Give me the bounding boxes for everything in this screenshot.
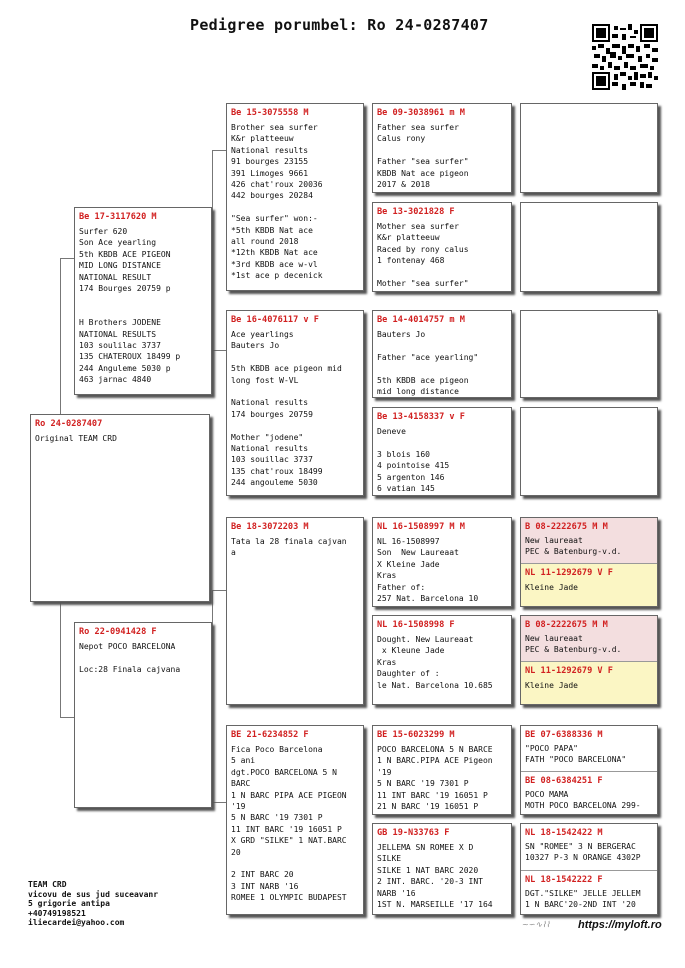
pedigree-card-g5-7 [520, 725, 658, 815]
pedigree-card-dss [372, 517, 512, 607]
card-notes: Tata la 28 finala cajvan a [231, 537, 347, 558]
card-notes: Bauters Jo Father "ace yearling" 5th KBDB ace pigeon mid long distance [377, 330, 479, 397]
pedigree-card-subject [30, 414, 210, 602]
pedigree-subcard [521, 661, 657, 705]
card-notes: DGT."SILKE" JELLE JELLEM 1 N BARC'20-2ND INT '20 [525, 889, 641, 909]
breeder-email[interactable]: iliecardei@yahoo.com [28, 918, 125, 927]
card-notes: SN "ROMEE" 3 N BERGERAC 10327 P-3 N ORANGE 4302P [525, 842, 641, 862]
pedigree-card-sss [372, 103, 512, 193]
pedigree-subcard [521, 518, 657, 563]
ring-number: Be 16-4076117 v F [231, 315, 319, 325]
ring-number: Be 14-4014757 m M [377, 315, 465, 325]
pedigree-subcard [521, 563, 657, 607]
ring-number: BE 07-6388336 M [525, 730, 603, 740]
ring-number: Be 13-3021828 F [377, 207, 455, 217]
ring-number: GB 19-N33763 F [377, 828, 450, 838]
ring-number: NL 16-1508997 M M [377, 522, 465, 532]
card-notes: POCO BARCELONA 5 N BARCE 1 N BARC.PIPA ACE Pigeon '19 5 N BARC '19 7301 P 11 INT BARC '19 16051 P 21 N BARC '19 16051 P [377, 745, 493, 812]
pedigree-card-g5-6 [520, 615, 658, 705]
card-notes: Kleine Jade [525, 681, 578, 690]
ring-number [521, 203, 657, 209]
pedigree-subcard [521, 771, 657, 815]
pedigree-subcard [521, 616, 657, 661]
page-title: Pedigree porumbel: Ro 24-0287407 [190, 16, 489, 34]
card-notes: Original TEAM CRD [35, 434, 117, 443]
ring-number: Ro 22-0941428 F [79, 627, 157, 637]
card-notes: Dought. New Laureaat x Kleune Jade Kras Daughter of : le Nat. Barcelona 10.685 [377, 635, 493, 690]
ring-number: NL 11-1292679 V F [525, 568, 613, 578]
pedigree-card-g5-1 [520, 103, 658, 193]
ring-number [521, 311, 657, 317]
pedigree-card-dam-sire [226, 517, 364, 705]
ring-number: B 08-2222675 M M [525, 620, 608, 630]
pedigree-card-g5-5 [520, 517, 658, 607]
connector-line [212, 150, 226, 151]
card-notes: Nepot POCO BARCELONA Loc:28 Finala cajvana [79, 642, 181, 674]
card-notes: Father sea surfer Calus rony Father "sea surfer" KBDB Nat ace pigeon 2017 & 2018 [377, 123, 469, 190]
pedigree-card-dam [74, 622, 212, 808]
ring-number: BE 08-6384251 F [525, 776, 603, 786]
pedigree-card-sire [74, 207, 212, 395]
ring-number: Be 15-3075558 M [231, 108, 309, 118]
ring-number: Be 09-3038961 m M [377, 108, 465, 118]
pedigree-card-ddd [372, 823, 512, 915]
ring-number: NL 16-1508998 F [377, 620, 455, 630]
ring-number [521, 104, 657, 110]
pedigree-subcard [521, 824, 657, 870]
breeder-contact [28, 880, 158, 928]
ring-number: NL 18-1542422 M [525, 828, 603, 838]
pedigree-card-g5-2 [520, 202, 658, 292]
pedigree-card-sire-dam [226, 310, 364, 496]
connector-line [212, 150, 213, 350]
card-notes: JELLEMA SN ROMEE X D SILKE SILKE 1 NAT BARC 2020 2 INT. BARC. '20-3 INT NARB '16 1ST N. MARSEILLE '17 164 [377, 843, 493, 910]
connector-line [212, 802, 226, 803]
pedigree-card-g5-4 [520, 407, 658, 496]
breeder-address: vicovu de sus jud suceavanr [28, 889, 159, 899]
card-notes: New laureaat PEC & Batenburg-v.d. [525, 634, 622, 654]
breeder-name: TEAM CRD [28, 880, 67, 889]
pedigree-card-dsd [372, 615, 512, 705]
ring-number: NL 18-1542222 F [525, 875, 603, 885]
ring-number: NL 11-1292679 V F [525, 666, 613, 676]
pedigree-card-dam-dam [226, 725, 364, 915]
card-notes: Deneve 3 blois 160 4 pointoise 415 5 argenton 146 6 vatian 145 [377, 427, 450, 494]
ring-number: Ro 24-0287407 [35, 419, 103, 429]
pedigree-card-ssd [372, 202, 512, 292]
pedigree-subcard [521, 726, 657, 771]
card-notes: Ace yearlings Bauters Jo 5th KBDB ace pigeon mid long fost W-VL National results 174 bourges 20759 Mother "jodene" National results 103 souillac 3737 135 chat'roux 18499 244 angouleme 5030 [231, 330, 342, 488]
ring-number: Be 13-4158337 v F [377, 412, 465, 422]
ring-number: BE 15-6023299 M [377, 730, 455, 740]
connector-line [212, 590, 213, 802]
pedigree-card-g5-8 [520, 823, 658, 915]
card-notes: Kleine Jade [525, 583, 578, 592]
ring-number: B 08-2222675 M M [525, 522, 608, 532]
card-notes: POCO MAMA MOTH POCO BARCELONA 299- [525, 790, 641, 810]
pedigree-card-dds [372, 725, 512, 815]
breeder-phone: +40749198521 [28, 908, 86, 918]
breeder-street: 5 grigorie antipa [28, 899, 110, 908]
connector-line [212, 590, 226, 591]
card-notes: "POCO PAPA" FATH "POCO BARCELONA" [525, 744, 627, 764]
card-notes: NL 16-1508997 Son New Laureaat X Kleine Jade Kras Father of: 257 Nat. Barcelona 10 [377, 537, 479, 604]
connector-line [60, 258, 74, 259]
pedigree-card-g5-3 [520, 310, 658, 398]
ring-number: Be 18-3072203 M [231, 522, 309, 532]
ring-number: BE 21-6234852 F [231, 730, 309, 740]
card-notes: New laureaat PEC & Batenburg-v.d. [525, 536, 622, 556]
pedigree-card-sdd [372, 407, 512, 496]
qr-code-icon [592, 24, 658, 90]
connector-line [60, 717, 74, 718]
ring-number [521, 408, 657, 414]
pedigree-card-sds [372, 310, 512, 398]
card-notes: Mother sea surfer K&r platteeuw Raced by rony calus 1 fontenay 468 Mother "sea surfer" [377, 222, 469, 289]
ring-number: Be 17-3117620 M [79, 212, 157, 222]
card-notes: Surfer 620 Son Ace yearling 5th KBDB ACE PIGEON MID LONG DISTANCE NATIONAL RESULT 174 Bourges 20759 p H Brothers JODENE NATIONAL RESULTS 103 soulilac 3737 135 CHATEROUX 18499 p 244 Anguleme 5030 p 463 jarnac 4840 [79, 227, 181, 385]
pedigree-card-sire-sire [226, 103, 364, 291]
website-link[interactable]: https://myloft.ro [578, 919, 662, 931]
pedigree-subcard [521, 870, 657, 915]
card-notes: Brother sea surfer K&r platteeuw National results 91 bourges 23155 391 Limoges 9661 426 chat'roux 20036 442 bourges 20284 "Sea surfer" won:- *5th KBDB Nat ace all round 2018 *12th KBDB Nat ace *3rd KBDB ace w-vl *1st ace p decenick [231, 123, 323, 281]
signature-logo-icon: ~∽∿⌇⌇ [522, 920, 550, 929]
card-notes: Fica Poco Barcelona 5 ani dgt.POCO BARCELONA 5 N BARC 1 N BARC PIPA ACE PIGEON '19 5 N BARC '19 7301 P 11 INT BARC '19 16051 P X GRD "SILKE" 1 NAT.BARC 20 2 INT BARC 20 3 INT NARB '16 ROMEE 1 OLYMPIC BUDAPEST [231, 745, 347, 903]
connector-line [212, 350, 226, 351]
